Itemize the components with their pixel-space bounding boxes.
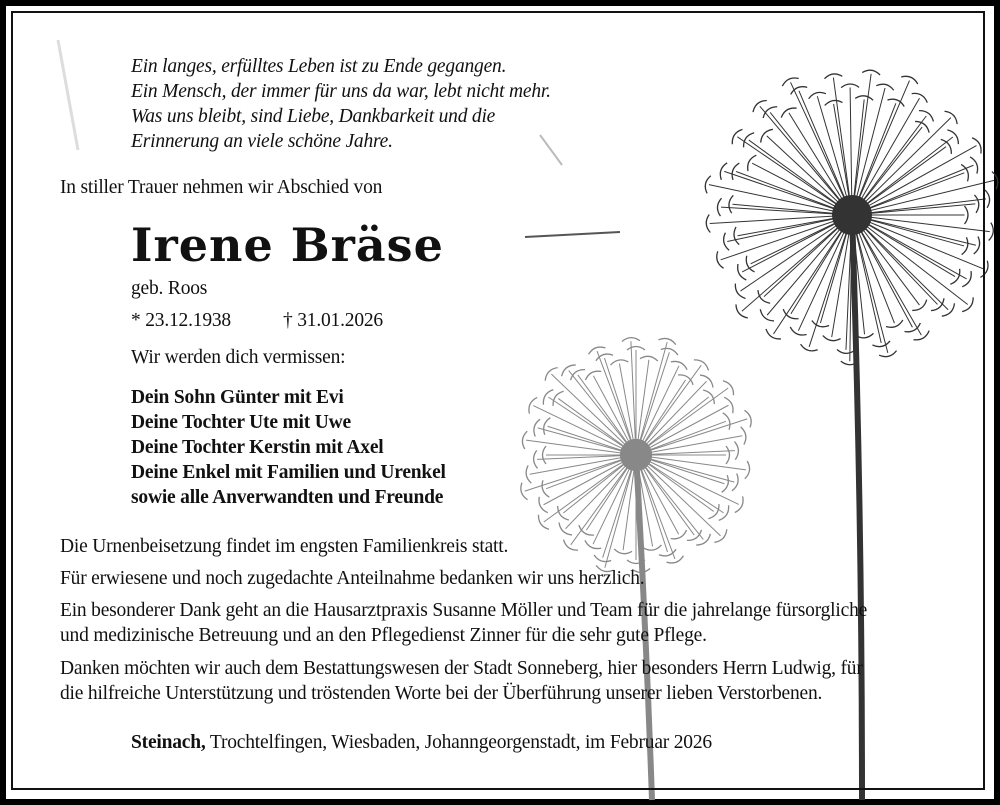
poem-line: Ein langes, erfülltes Leben ist zu Ende gegangen. [131, 56, 507, 77]
birth-name: geb. Roos [131, 278, 208, 299]
mourner: Dein Sohn Günter mit Evi [131, 387, 344, 408]
paragraph-line: Die Urnenbeisetzung findet im engsten Familienkreis statt. [60, 536, 509, 557]
mourner: Deine Enkel mit Familien und Urenkel [131, 462, 446, 483]
mourner: Deine Tochter Kerstin mit Axel [131, 437, 384, 458]
mourners-list [131, 385, 446, 510]
poem-line: Was uns bleibt, sind Liebe, Dankbarkeit und die [131, 106, 496, 127]
paragraph-line: Ein besonderer Dank geht an die Hausarztpraxis Susanne Möller und Team für die jahrelange fürsorgliche [60, 600, 868, 621]
intro-text: In stiller Trauer nehmen wir Abschied von [60, 177, 383, 198]
paragraph-line: die hilfreiche Unterstützung und tröstenden Worte bei der Überführung unserer lieben Verstorbenen. [60, 683, 823, 704]
paragraph-burial [60, 534, 508, 559]
poem-line: Ein Mensch, der immer für uns da war, lebt nicht mehr. [131, 81, 551, 102]
poem [131, 54, 551, 154]
birth-date: * 23.12.1938 [131, 310, 231, 331]
paragraph-line: Danken möchten wir auch dem Bestattungswesen der Stadt Sonneberg, hier besonders Herrn Ludwig, für [60, 658, 863, 679]
miss-line: Wir werden dich vermissen: [131, 347, 346, 368]
paragraph-funeral-thanks [60, 656, 863, 706]
paragraph-thanks [60, 566, 644, 591]
mourner: sowie alle Anverwandten und Freunde [131, 487, 444, 508]
closing-line [131, 730, 712, 755]
death-date: † 31.01.2026 [283, 310, 383, 331]
paragraph-doctor-thanks [60, 598, 867, 648]
deceased-name: Irene Bräse [131, 218, 444, 272]
paragraph-line: und medizinische Betreuung und an den Pflegedienst Zinner für die sehr gute Pflege. [60, 625, 707, 646]
poem-line: Erinnerung an viele schöne Jahre. [131, 131, 393, 152]
paragraph-line: Für erwiesene und noch zugedachte Anteilnahme bedanken wir uns herzlich. [60, 568, 645, 589]
closing-rest: Trochtelfingen, Wiesbaden, Johanngeorgenstadt, im Februar 2026 [205, 732, 712, 753]
closing-place: Steinach, [131, 732, 206, 753]
mourner: Deine Tochter Ute mit Uwe [131, 412, 351, 433]
